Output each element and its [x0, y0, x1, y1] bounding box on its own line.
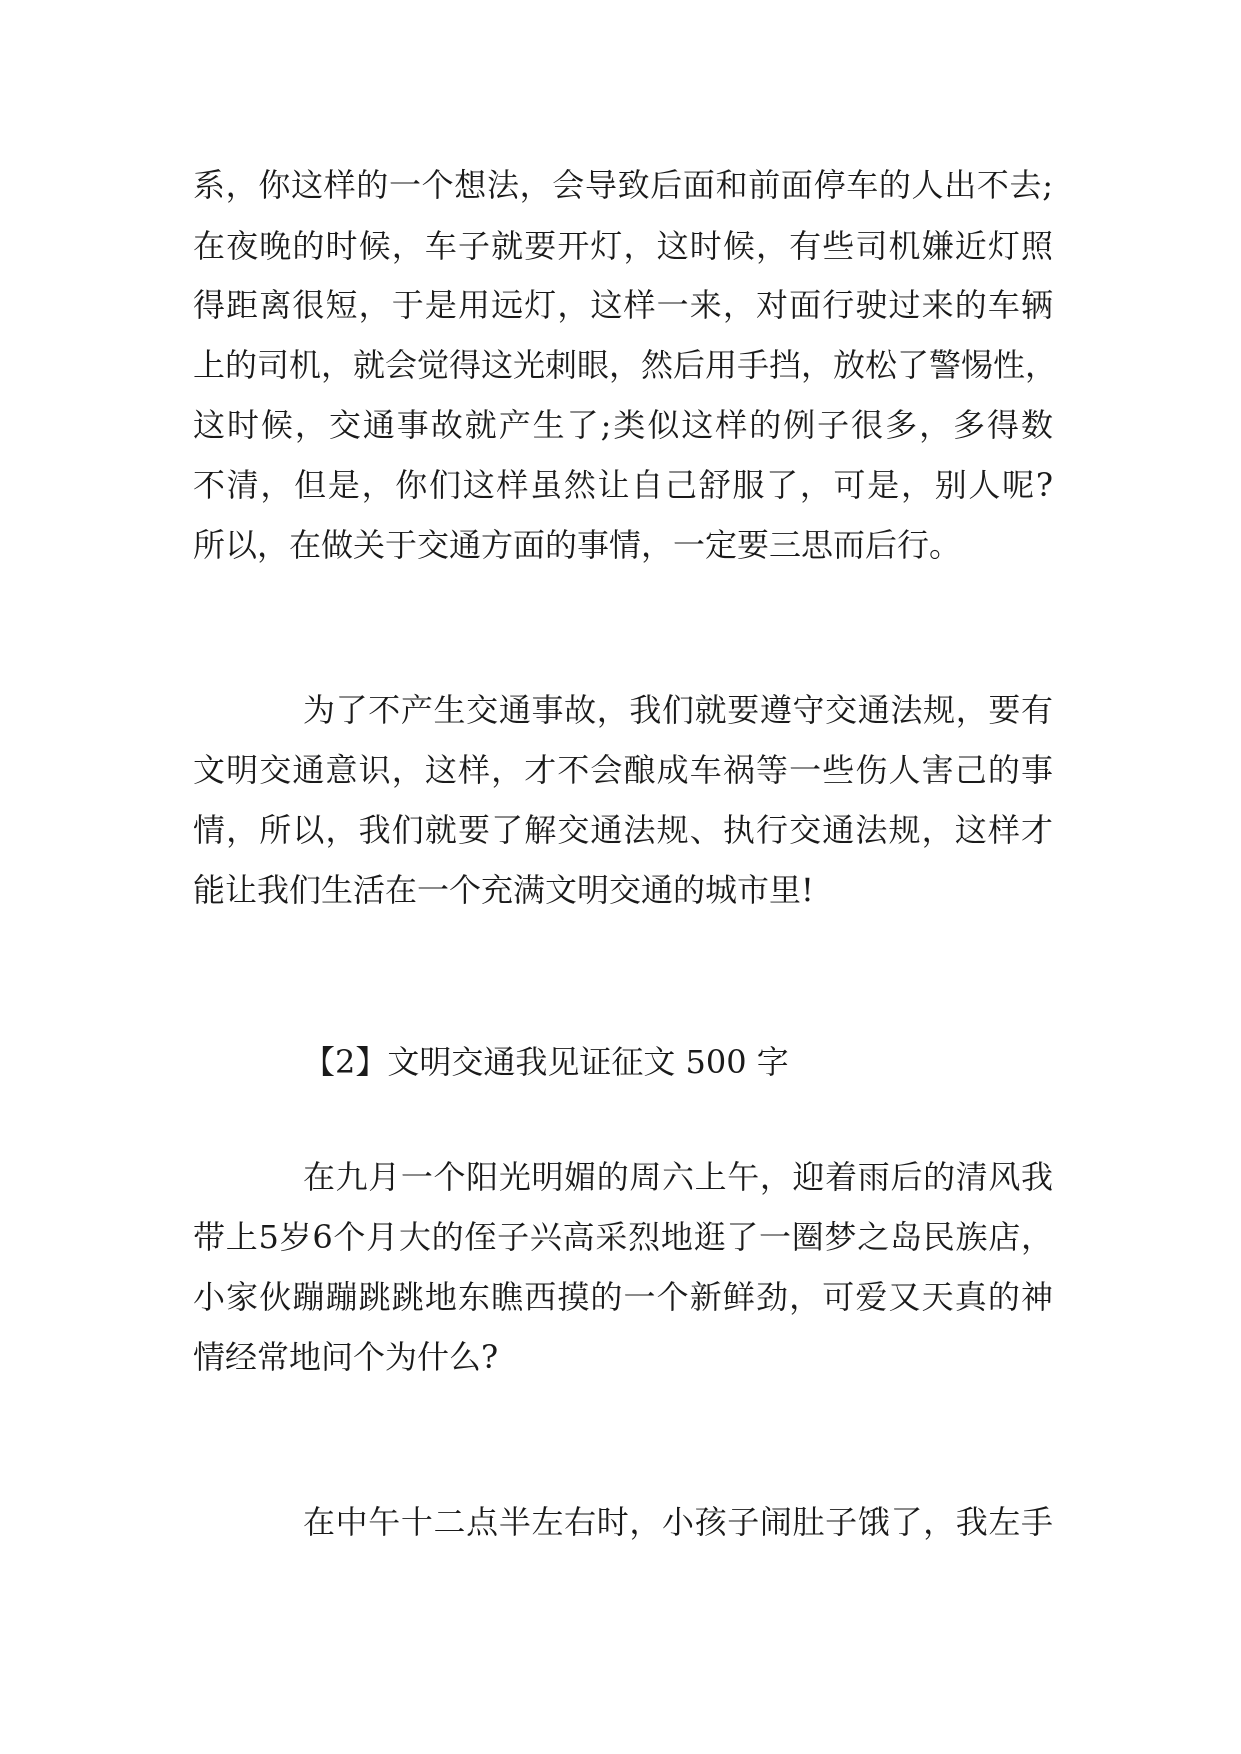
section-heading: 【2】文明交通我见证征文 500 字 [303, 1043, 789, 1081]
paragraph-1-line-2: 在夜晚的时候，车子就要开灯，这时候，有些司机嫌近灯照 [193, 227, 1053, 265]
paragraph-1-line-7: 所以，在做关于交通方面的事情，一定要三思而后行。 [193, 526, 962, 564]
paragraph-1-line-5: 这时候，交通事故就产生了;类似这样的例子很多，多得数 [193, 406, 1053, 444]
paragraph-2-line-3: 情，所以，我们就要了解交通法规、执行交通法规，这样才 [193, 811, 1053, 849]
paragraph-1-line-3: 得距离很短，于是用远灯，这样一来，对面行驶过来的车辆 [193, 286, 1053, 324]
paragraph-4-line-1: 在中午十二点半左右时，小孩子闹肚子饿了，我左手 [303, 1503, 1053, 1541]
paragraph-1-line-6: 不清，但是，你们这样虽然让自己舒服了，可是，别人呢? [193, 466, 1053, 504]
paragraph-3-line-3: 小家伙蹦蹦跳跳地东瞧西摸的一个新鲜劲，可爱又天真的神 [193, 1278, 1053, 1316]
paragraph-1-line-1: 系，你这样的一个想法，会导致后面和前面停车的人出不去; [193, 166, 1053, 204]
paragraph-3-line-4: 情经常地问个为什么? [193, 1338, 499, 1376]
paragraph-2-line-4: 能让我们生活在一个充满文明交通的城市里! [193, 871, 814, 909]
paragraph-2-line-2: 文明交通意识，这样，才不会酿成车祸等一些伤人害己的事 [193, 751, 1053, 789]
paragraph-1-line-4: 上的司机，就会觉得这光刺眼，然后用手挡，放松了警惕性， [193, 346, 1058, 384]
paragraph-3-line-1: 在九月一个阳光明媚的周六上午，迎着雨后的清风我 [303, 1158, 1053, 1196]
paragraph-2-line-1: 为了不产生交通事故，我们就要遵守交通法规，要有 [303, 691, 1053, 729]
paragraph-3-line-2: 带上5岁6个月大的侄子兴高采烈地逛了一圈梦之岛民族店， [193, 1218, 1053, 1256]
